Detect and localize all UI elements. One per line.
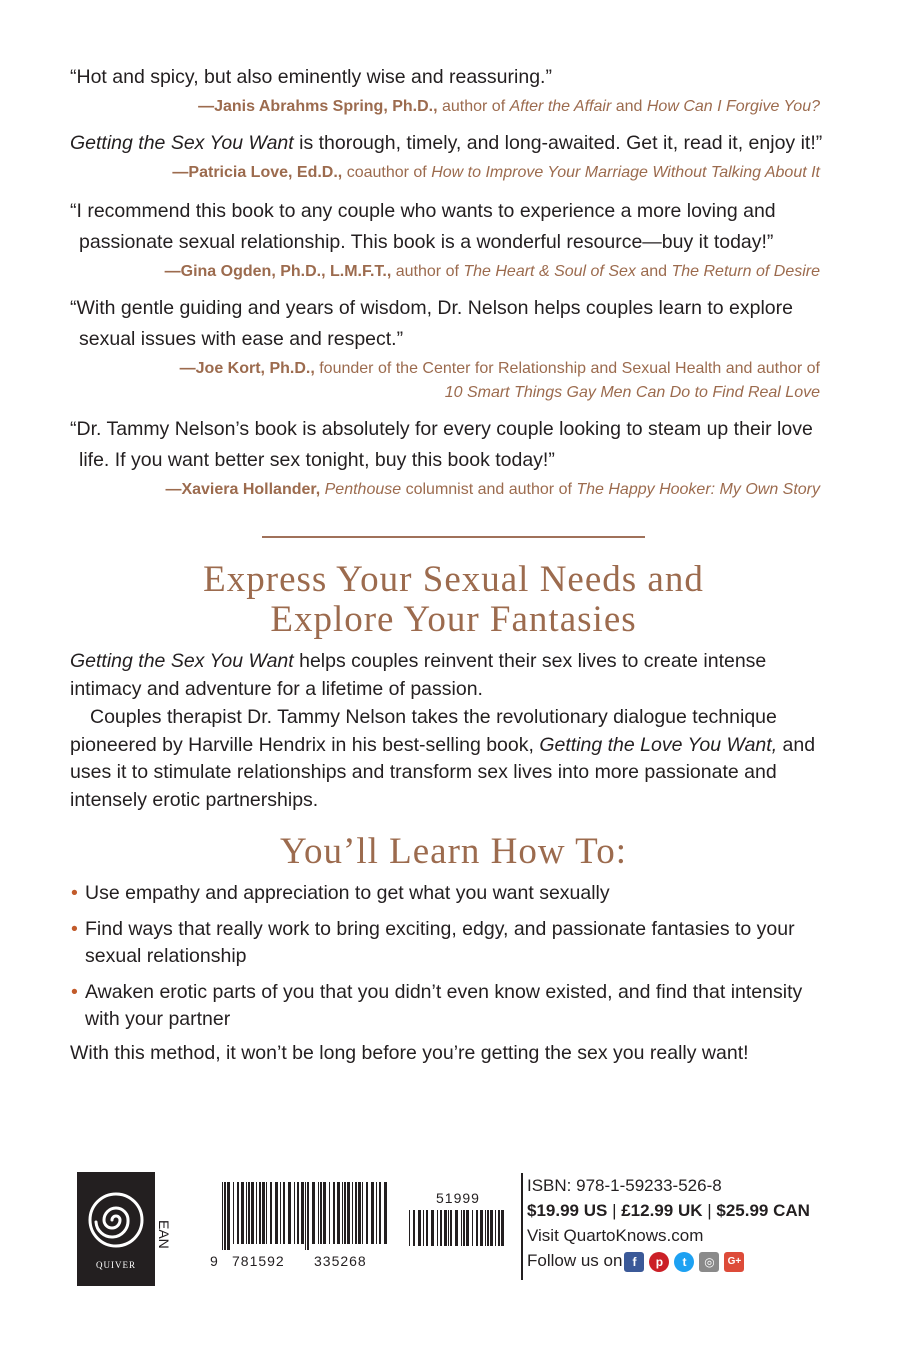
barcode-bar [337, 1182, 340, 1244]
barcode-bar [329, 1182, 330, 1244]
barcode-bar [384, 1182, 387, 1244]
ean-label: EAN [156, 1220, 172, 1249]
barcode-bar [480, 1210, 483, 1246]
section-heading-express: Express Your Sexual Needs and Explore Your Fantasies [203, 559, 704, 640]
twitter-icon[interactable]: t [674, 1252, 694, 1272]
barcode-bar [246, 1182, 247, 1244]
publisher-logo [77, 1172, 155, 1286]
barcode-bar [347, 1182, 350, 1244]
barcode-bar [251, 1182, 254, 1244]
barcode-bar [409, 1210, 410, 1246]
learn-list [70, 880, 840, 1042]
barcode-bar [241, 1182, 244, 1244]
isbn: ISBN: 978-1-59233-526-8 [527, 1176, 722, 1195]
website-link[interactable]: Visit QuartoKnows.com [527, 1226, 704, 1245]
closing-line: With this method, it won’t be long before you’re getting the sex you really want! [70, 1042, 749, 1064]
barcode-bar [288, 1182, 291, 1244]
barcode-bar [224, 1182, 226, 1250]
barcode-bar [280, 1182, 281, 1244]
barcode-bar [305, 1182, 306, 1250]
blurb-2 [70, 128, 840, 185]
barcode-bar [301, 1182, 304, 1244]
barcode-bar [413, 1210, 415, 1246]
publisher-name: QUIVER [96, 1260, 136, 1270]
barcode-bar [455, 1210, 458, 1246]
barcode-group-1: 781592 [232, 1253, 285, 1269]
blurb-3 [70, 196, 840, 284]
barcode-bar [431, 1210, 434, 1246]
barcode-bar [366, 1182, 368, 1244]
barcode-bar [463, 1210, 465, 1246]
barcode-bar [294, 1182, 295, 1244]
spiral-icon [86, 1184, 146, 1256]
barcode-bar [495, 1210, 496, 1246]
barcode-bar [501, 1210, 504, 1246]
divider-rule [262, 536, 645, 538]
barcode-bar [423, 1210, 424, 1246]
barcode-bar [320, 1182, 322, 1244]
barcode-bar [444, 1210, 447, 1246]
barcode-bar [342, 1182, 343, 1244]
barcode-bar [233, 1182, 234, 1244]
barcode-bar [376, 1182, 377, 1244]
barcode-bar [227, 1182, 230, 1250]
barcode-bar [371, 1182, 374, 1244]
barcode-bar [222, 1182, 223, 1250]
barcode-bar [266, 1182, 267, 1244]
barcode-bar [418, 1210, 421, 1246]
blurb-text: “I recommend this book to any couple who wants to experience a more loving and passionate sexual relationship. This book is a wonderful resource—buy it today!” [70, 200, 776, 253]
blurb-text: Getting the Sex You Want is thorough, timely, and long-awaited. Get it, read it, enjoy it!” [70, 132, 823, 154]
bullet-icon: • [71, 980, 78, 1003]
follow-row: Follow us on f p t ◎ G+ [527, 1249, 744, 1273]
facebook-icon[interactable]: f [624, 1252, 644, 1272]
barcode-bar [487, 1210, 489, 1246]
blurb-attribution: —Janis Abrahms Spring, Ph.D., author of After the Affair and How Can I Forgive You? [198, 98, 820, 115]
blurb-attribution: —Patricia Love, Ed.D., coauthor of How to Improve Your Marriage Without Talking About It [172, 164, 820, 181]
bullet-icon: • [71, 917, 78, 940]
blurb-text: “Hot and spicy, but also eminently wise and reassuring.” [70, 66, 552, 88]
blurb-attribution: —Xaviera Hollander, Penthouse columnist and author of The Happy Hooker: My Own Story [165, 481, 820, 498]
blurb-text: “Dr. Tammy Nelson’s book is absolutely for every couple looking to steam up their love life. If you want better sex tonight, buy this book today!” [70, 418, 813, 471]
barcode-bar [472, 1210, 473, 1246]
blurb-attribution: —Joe Kort, Ph.D., founder of the Center for Relationship and Sexual Health and author of 10 Smart Things Gay Men Can Do to Find Real Love [179, 360, 820, 401]
barcode-first-digit: 9 [210, 1253, 219, 1269]
barcode-bar [448, 1210, 449, 1246]
section-heading-learn: You’ll Learn How To: [280, 831, 627, 872]
barcode-supplement-digits: 51999 [436, 1190, 480, 1206]
barcode-bar [262, 1182, 265, 1244]
barcode-bar [466, 1210, 469, 1246]
barcode-bar [237, 1182, 239, 1244]
barcode-bar [358, 1182, 361, 1244]
list-item: • Use empathy and appreciation to get what you want sexually [70, 880, 840, 908]
pinterest-icon[interactable]: p [649, 1252, 669, 1272]
barcode-bar [379, 1182, 381, 1244]
barcode-bar [307, 1182, 309, 1250]
barcode-bar [275, 1182, 278, 1244]
barcode-supplement [409, 1210, 507, 1252]
barcode-bar [297, 1182, 299, 1244]
barcode-bar [318, 1182, 319, 1244]
barcode-bar [476, 1210, 478, 1246]
barcode-bar [498, 1210, 500, 1246]
info-divider [521, 1173, 523, 1280]
barcode-bar [323, 1182, 326, 1244]
barcode-bar [333, 1182, 335, 1244]
instagram-icon[interactable]: ◎ [699, 1252, 719, 1272]
barcode-bar [312, 1182, 315, 1244]
barcode-bar [426, 1210, 428, 1246]
barcode [222, 1182, 392, 1250]
barcode-bar [485, 1210, 486, 1246]
blurb-attribution: —Gina Ogden, Ph.D., L.M.F.T., author of The Heart & Soul of Sex and The Return of Desire [164, 263, 820, 280]
prices: $19.99 US | £12.99 UK | $25.99 CAN [527, 1201, 810, 1220]
blurb-text: “With gentle guiding and years of wisdom, Dr. Nelson helps couples learn to explore sexual issues with ease and respect.” [70, 297, 793, 350]
barcode-bar [270, 1182, 272, 1244]
google-plus-icon[interactable]: G+ [724, 1252, 744, 1272]
barcode-bar [362, 1182, 363, 1244]
barcode-bar [450, 1210, 452, 1246]
barcode-bar [355, 1182, 357, 1244]
description-paragraph-2: Couples therapist Dr. Tammy Nelson takes the revolutionary dialogue technique pioneered by Harville Hendrix in his best-selling book, Getting the Love You Want, and uses it to stimulate relationships and transform sex lives into more passionate and intensely erotic partnerships. [70, 706, 816, 811]
bullet-icon: • [71, 882, 78, 904]
barcode-bar [248, 1182, 250, 1244]
barcode-bar [344, 1182, 346, 1244]
barcode-bar [259, 1182, 261, 1244]
barcode-bar [437, 1210, 438, 1246]
barcode-bar [490, 1210, 493, 1246]
barcode-bar [352, 1182, 353, 1244]
barcode-group-2: 335268 [314, 1253, 367, 1269]
barcode-bar [256, 1182, 257, 1244]
barcode-bar [283, 1182, 285, 1244]
list-item: • Find ways that really work to bring exciting, edgy, and passionate fantasies to your sexual relationship [71, 917, 795, 967]
blurb-5 [70, 414, 840, 502]
blurb-1 [70, 62, 840, 119]
list-item: • Awaken erotic parts of you that you didn’t even know existed, and find that intensity with your partner [71, 980, 803, 1030]
blurb-4 [70, 293, 840, 405]
description-paragraph-1: Getting the Sex You Want helps couples reinvent their sex lives to create intense intimacy and adventure for a lifetime of passion. [70, 650, 767, 700]
barcode-bar [461, 1210, 462, 1246]
barcode-bar [440, 1210, 442, 1246]
